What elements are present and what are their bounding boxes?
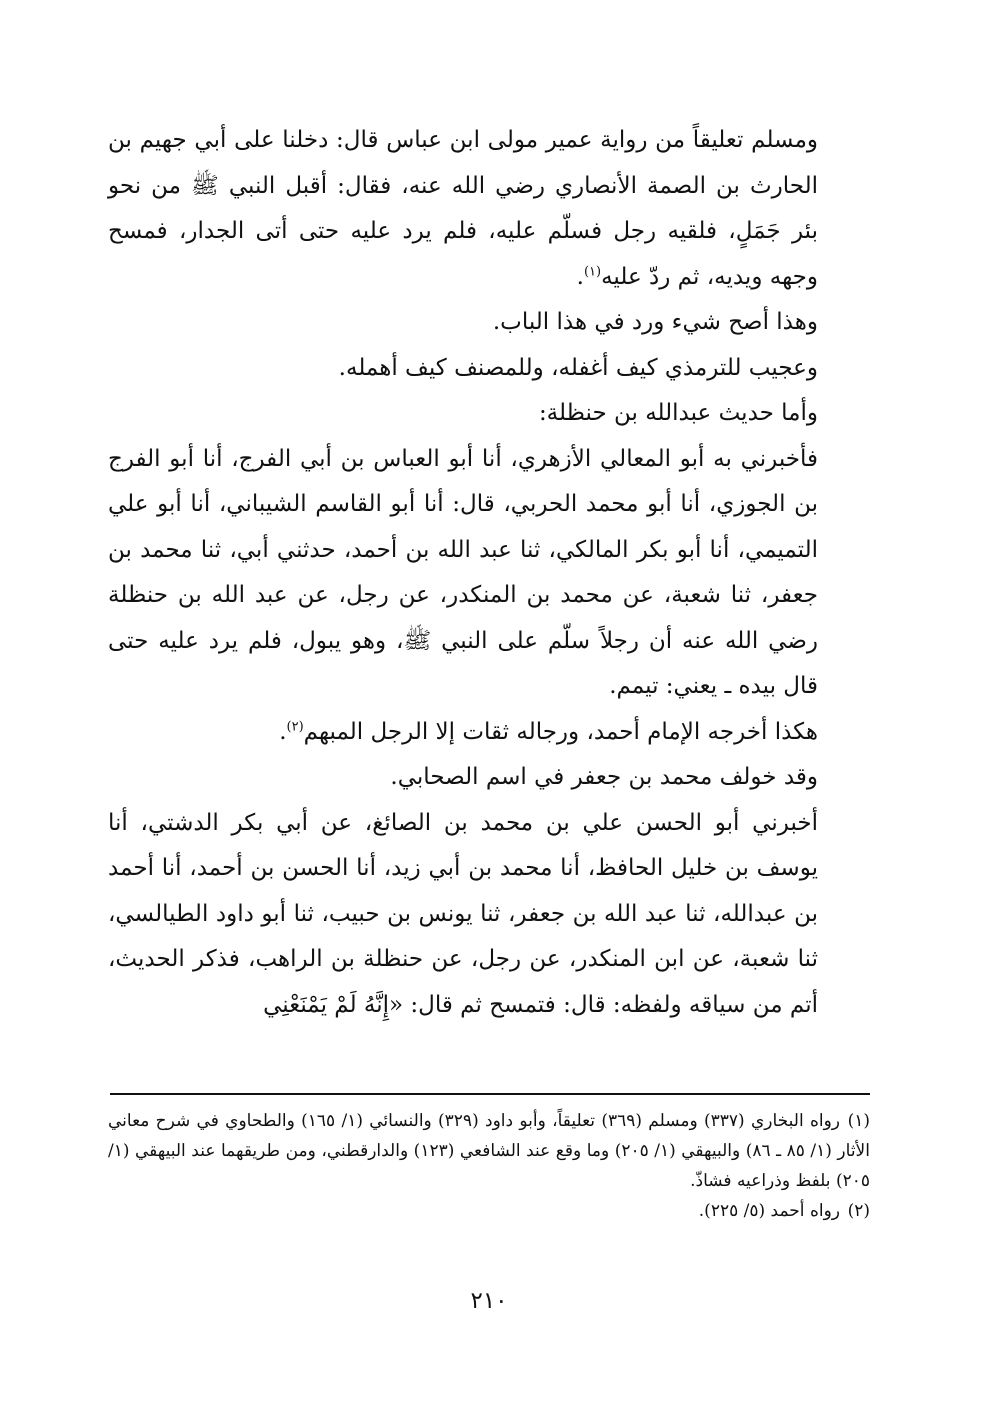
footnote: [108, 1106, 870, 1196]
book-page: [108, 118, 870, 1388]
paragraph: وعجيب للترمذي كيف أغفله، وللمصنف كيف أهمله.: [338, 354, 818, 381]
footnote-number: (١): [847, 1111, 870, 1131]
footnote-divider: [110, 1093, 870, 1095]
footnotes: [108, 1106, 870, 1226]
paragraph-end: .: [279, 718, 287, 745]
page-number: ٢١٠: [470, 1288, 508, 1314]
paragraph: أخبرني أبو الحسن علي بن محمد بن الصائغ، عن أبي بكر الدشتي، أنا يوسف بن خليل الحافظ، أنا محمد بن أبي زيد، أنا الحسن بن أحمد، أنا أحمد بن عبدالله، ثنا عبد الله بن جعفر، ثنا يونس بن حبيب، ثنا أبو داود الطيالسي، ثنا شعبة، عن ابن المنكدر، عن رجل، عن حنظلة بن الراهب، فذكر الحديث، أتم من سياقه ولفظه: قال: فتمسح ثم قال: «إِنَّهُ لَمْ يَمْنَعْنِي: [108, 809, 818, 1018]
footnote-text: رواه أحمد (٥/ ٢٢٥).: [698, 1201, 840, 1221]
paragraph: وقد خولف محمد بن جعفر في اسم الصحابي.: [390, 764, 818, 790]
paragraph: وهذا أصح شيء ورد في هذا الباب.: [492, 309, 818, 335]
paragraph: فأخبرني به أبو المعالي الأزهري، أنا أبو العباس بن أبي الفرج، أنا أبو الفرج بن الجوزي، أنا أبو محمد الحربي، قال: أنا أبو القاسم الشيباني، أنا أبو علي التميمي، أنا أبو بكر المالكي، ثنا عبد الله بن أحمد، حدثني أبي، ثنا محمد بن جعفر، ثنا شعبة، عن محمد بن المنكدر، عن رجل، عن عبد الله بن حنظلة رضي الله عنه أن رجلاً سلّم على النبي ﷺ، وهو يبول، فلم يرد عليه حتى قال بيده ـ يعني: تيمم.: [108, 445, 818, 699]
paragraph: [108, 118, 870, 300]
paragraph-end: .: [576, 263, 584, 290]
paragraph-text: هكذا أخرجه الإمام أحمد، ورجاله ثقات إلا الرجل المبهم: [303, 718, 818, 745]
footnote-reference: (١): [583, 263, 602, 279]
main-text: [108, 118, 870, 1028]
paragraph-text: ومسلم تعليقاً من رواية عمير مولى ابن عباس قال: دخلنا على أبي جهيم بن الحارث بن الصمة الأنصاري رضي الله عنه، فقال: أقبل النبي ﷺ من نحو بئر جَمَلٍ، فلقيه رجل فسلّم عليه، فلم يرد عليه حتى أتى الجدار، فمسح وجهه ويديه، ثم ردّ عليه: [108, 127, 818, 290]
footnote-text: رواه البخاري (٣٣٧) ومسلم (٣٦٩) تعليقاً، وأبو داود (٣٢٩) والنسائي (١/ ١٦٥) والطحاوي في شرح معاني الأثار (١/ ٨٥ ـ ٨٦) والبيهقي (١/ ٢٠٥) وما وقع عند الشافعي (١٢٣) والدارقطني، ومن طريقهما عند البيهقي (١/ ٢٠٥) بلفظ وذراعيه فشاذّ.: [108, 1111, 870, 1191]
footnote-number: (٢): [847, 1201, 870, 1221]
paragraph: وأما حديث عبدالله بن حنظلة:: [538, 400, 818, 426]
paragraph: [108, 710, 870, 756]
footnote: [108, 1196, 870, 1226]
footnote-reference: (٢): [286, 718, 304, 734]
